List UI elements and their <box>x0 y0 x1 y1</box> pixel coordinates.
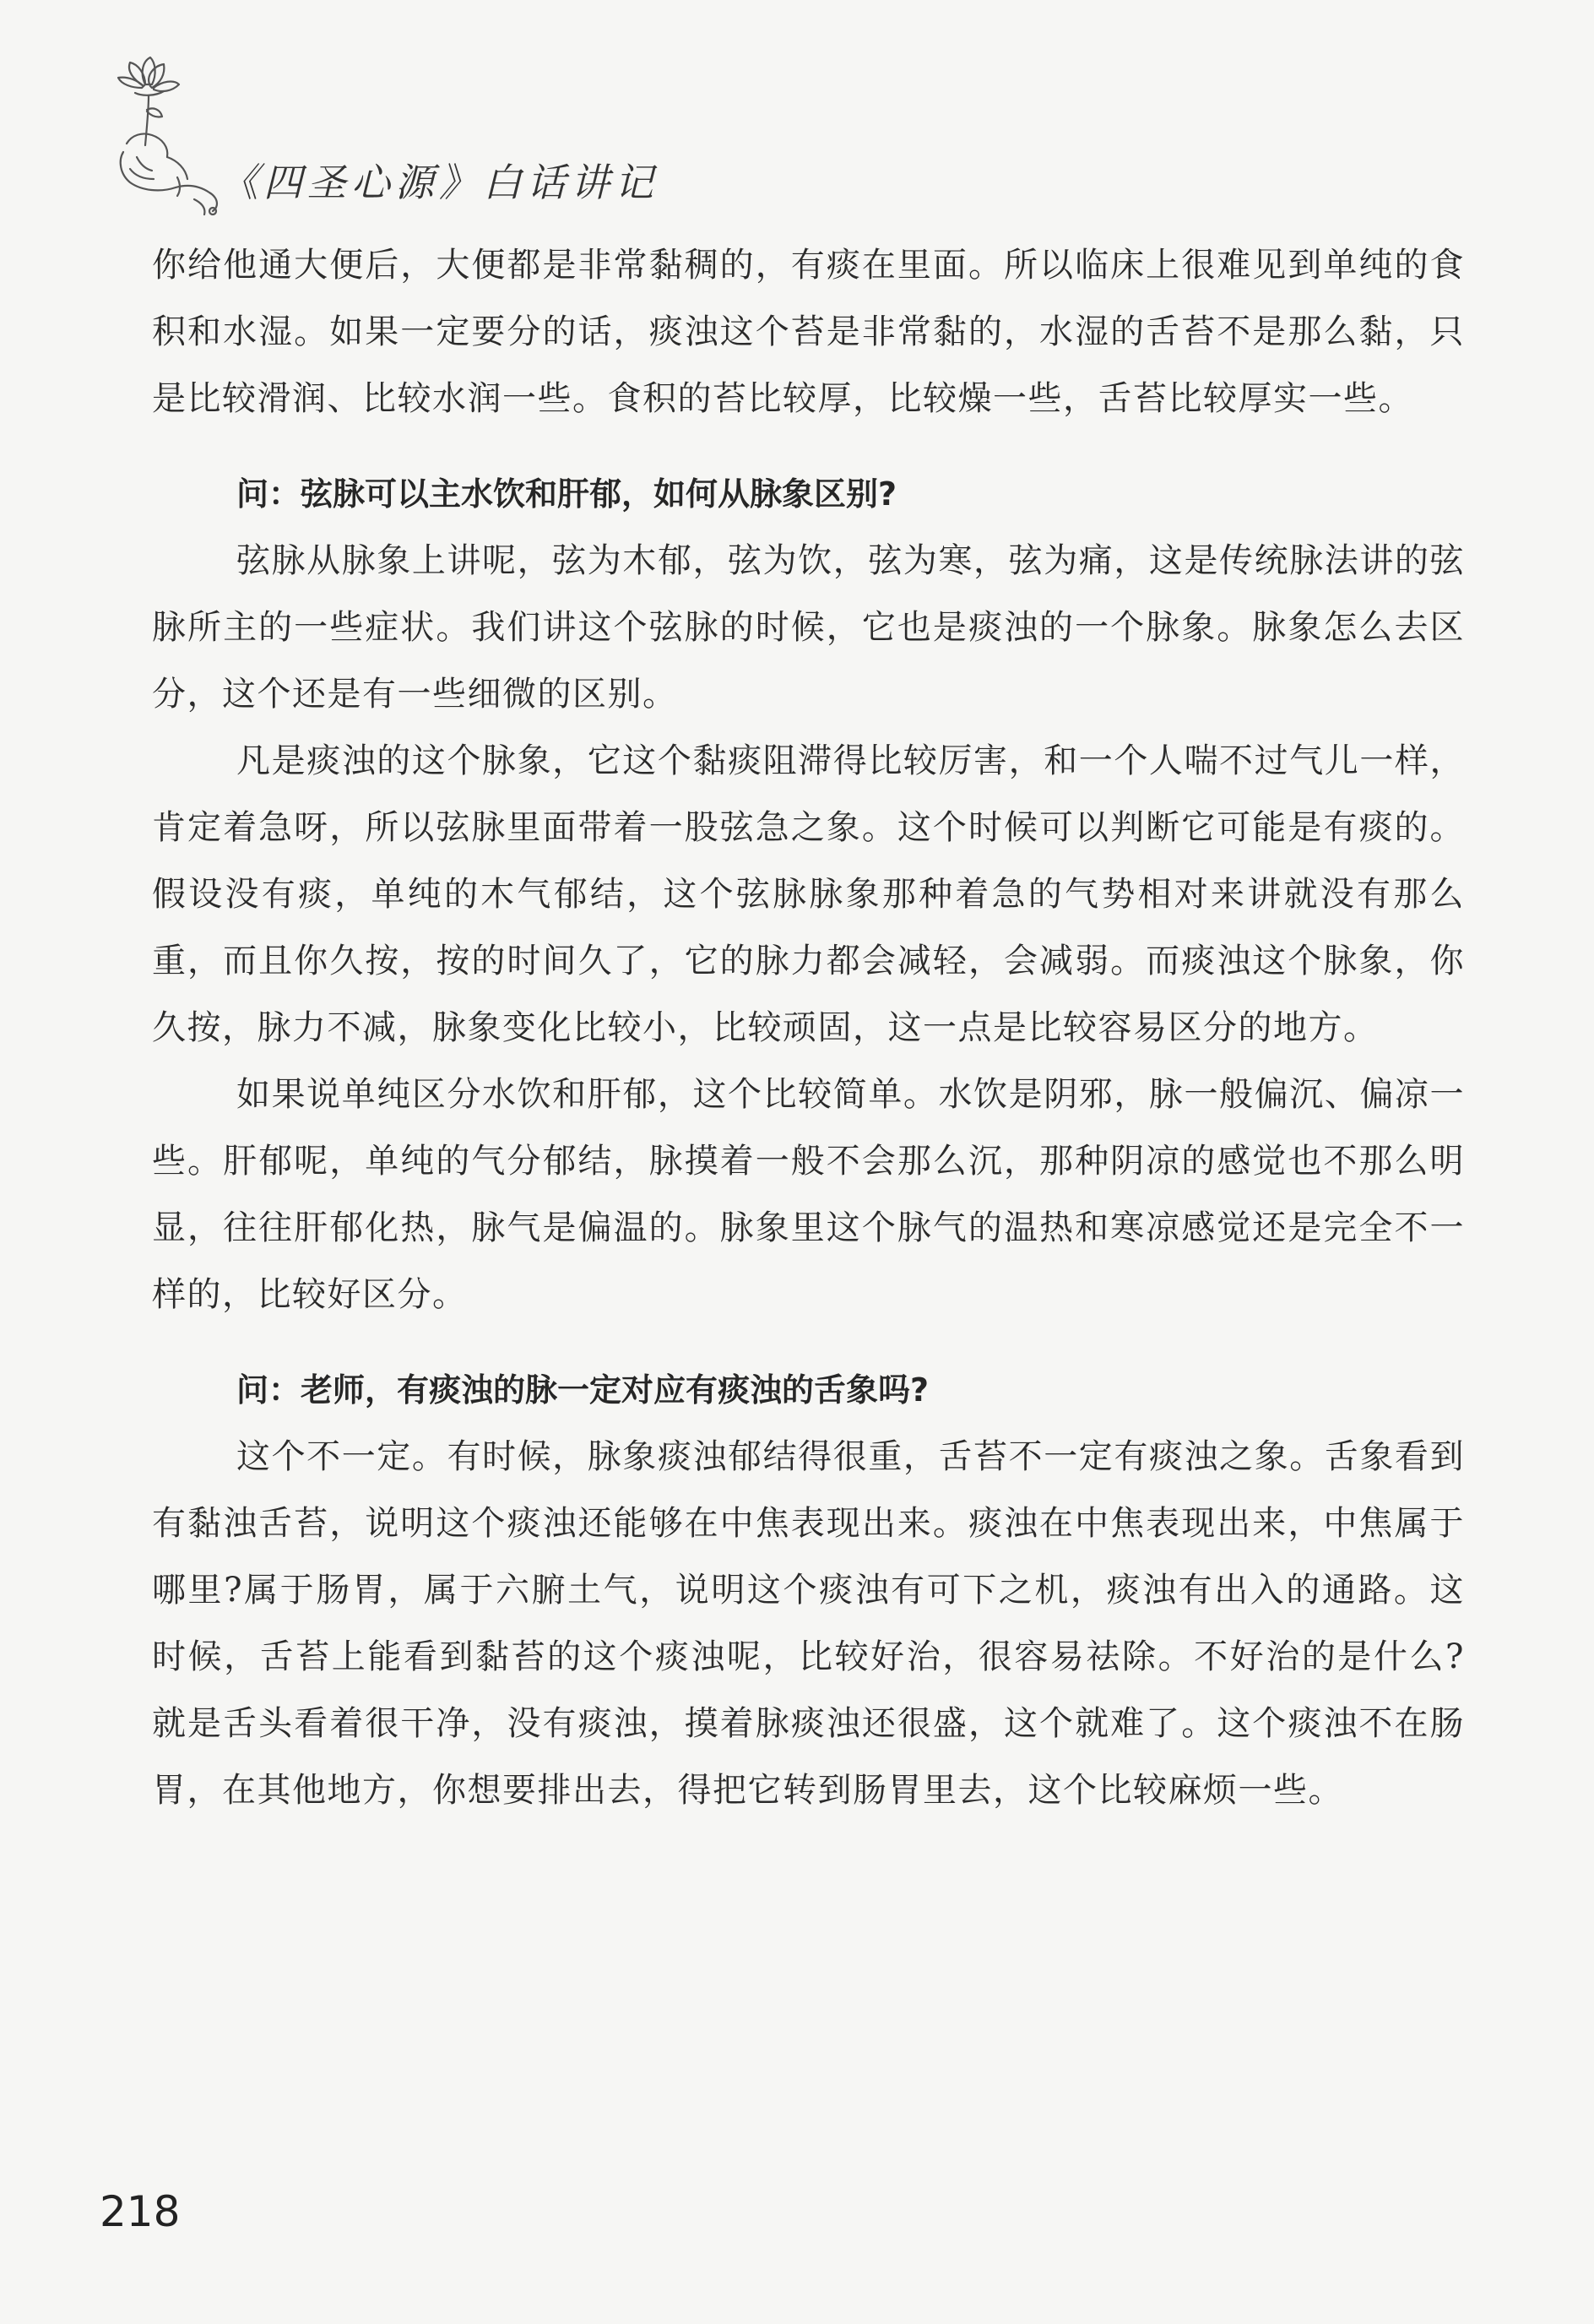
page-body <box>152 232 1465 1824</box>
paragraph-4: 如果说单纯区分水饮和肝郁，这个比较简单。水饮是阴邪，脉一般偏沉、偏凉一些。肝郁呢，单纯的气分郁结，脉摸着一般不会那么沉，那种阴凉的感觉也不那么明显，往往肝郁化热，脉气是偏温的。脉象里这个脉气的温热和寒凉感觉还是完全不一样的，比较好区分。 <box>152 1075 1465 1314</box>
section-gap <box>152 432 1465 461</box>
question-heading-2: 问：老师，有痰浊的脉一定对应有痰浊的舌象吗? <box>236 1371 930 1409</box>
book-title: 《四圣心源》白话讲记 <box>220 160 659 205</box>
page-number: 218 <box>100 2187 181 2236</box>
paragraph-1: 你给他通大便后，大便都是非常黏稠的，有痰在里面。所以临床上很难见到单纯的食积和水湿。如果一定要分的话，痰浊这个苔是非常黏的，水湿的舌苔不是那么黏，只是比较滑润、比较水润一些。食积的苔比较厚，比较燥一些，舌苔比较厚实一些。 <box>152 246 1465 418</box>
paragraph-2: 弦脉从脉象上讲呢，弦为木郁，弦为饮，弦为寒，弦为痛，这是传统脉法讲的弦脉所主的一些症状。我们讲这个弦脉的时候，它也是痰浊的一个脉象。脉象怎么去区分，这个还是有一些细微的区别。 <box>152 541 1465 714</box>
question-heading-1: 问：弦脉可以主水饮和肝郁，如何从脉象区别? <box>236 475 897 513</box>
paragraph-5: 这个不一定。有时候，脉象痰浊郁结得很重，舌苔不一定有痰浊之象。舌象看到有黏浊舌苔，说明这个痰浊还能够在中焦表现出来。痰浊在中焦表现出来，中焦属于哪里?属于肠胃，属于六腑土气，说明这个痰浊有可下之机，痰浊有出入的通路。这时候，舌苔上能看到黏苔的这个痰浊呢，比较好治，很容易祛除。不好治的是什么?就是舌头看着很干净，没有痰浊，摸着脉痰浊还很盛，这个就难了。这个痰浊不在肠胃，在其他地方，你想要排出去，得把它转到肠胃里去，这个比较麻烦一些。 <box>152 1437 1465 1810</box>
section-gap <box>152 1328 1465 1357</box>
lotus-hand-icon <box>93 51 236 220</box>
paragraph-3: 凡是痰浊的这个脉象，它这个黏痰阻滞得比较厉害，和一个人喘不过气儿一样，肯定着急呀，所以弦脉里面带着一股弦急之象。这个时候可以判断它可能是有痰的。假设没有痰，单纯的木气郁结，这个弦脉脉象那种着急的气势相对来讲就没有那么重，而且你久按，按的时间久了，它的脉力都会减轻，会减弱。而痰浊这个脉象，你久按，脉力不减，脉象变化比较小，比较顽固，这一点是比较容易区分的地方。 <box>152 741 1465 1047</box>
page-header <box>93 51 768 220</box>
